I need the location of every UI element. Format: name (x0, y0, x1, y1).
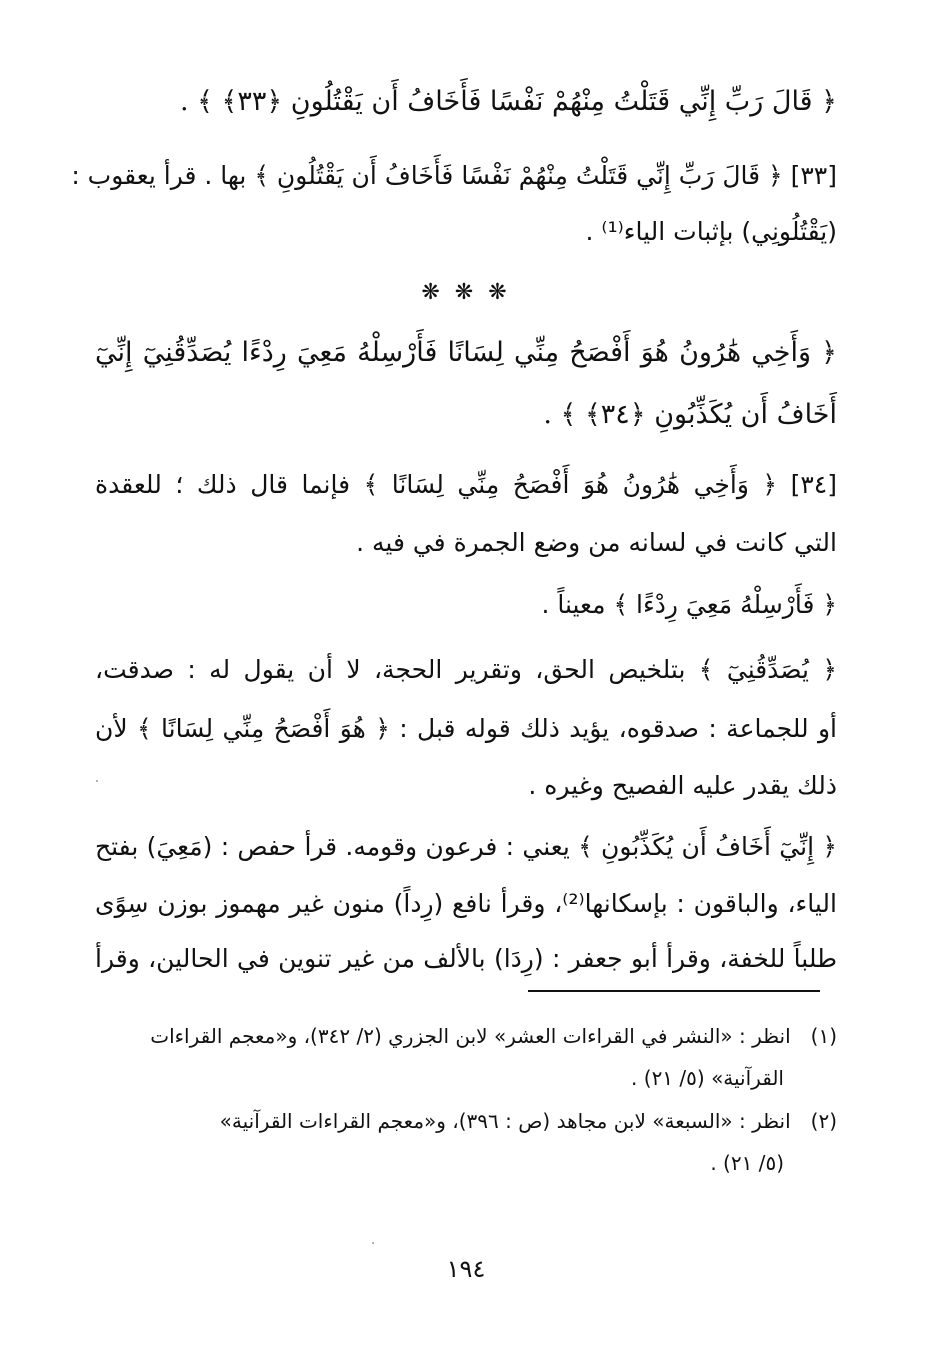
footnote-2-number: (٢) (810, 1109, 837, 1133)
page-number: ١٩٤ (446, 1255, 486, 1283)
footnote-2 (120, 1105, 837, 1137)
commentary-yusaddiquni-line-1: ﴿ يُصَدِّقُنِيٓ ﴾ بتلخيص الحق، وتقرير الحجة، لا أن يقول له : صدقت، (95, 655, 837, 684)
commentary-yusaddiquni-line-2: أو للجماعة : صدقوه، يؤيد ذلك قوله قبل : ﴿ هُوَ أَفْصَحُ مِنِّي لِسَانًا ﴾ لأن (95, 714, 837, 743)
commentary-qiraat-line-1: ﴿ إِنِّيٓ أَخَافُ أَن يُكَذِّبُونِ ﴾ يعني : فرعون وقومه. قرأ حفص : (مَعِيَ) بفتح (95, 832, 837, 861)
commentary-34-line-1: [٣٤] ﴿ وَأَخِي هَٰرُونُ هُوَ أَفْصَحُ مِنِّي لِسَانًا ﴾ فإنما قال ذلك ؛ للعقدة (95, 470, 837, 499)
footnote-1-continuation: القرآنية» (٥/ ٢١) . (631, 1066, 784, 1090)
footnote-1 (120, 1020, 837, 1052)
footnote-2-text: انظر : «السبعة» لابن مجاهد (ص : ٣٩٦)، و«معجم القراءات القرآنية» (219, 1109, 791, 1133)
footnote-2-continuation: (٥/ ٢١) . (710, 1151, 784, 1175)
commentary-qiraat-line-2: الياء، والباقون : بإسكانها⁽²⁾، وقرأ نافع (رِداً) منون غير مهموز بوزن سِوًى (95, 889, 837, 918)
verse-34-line-2: أَخَافُ أَن يُكَذِّبُونِ ﴿٣٤﴾ ﴾ . (543, 399, 837, 430)
commentary-33-line-1: [٣٣] ﴿ قَالَ رَبِّ إِنِّي قَتَلْتُ مِنْهُمْ نَفْسًا فَأَخَافُ أَن يَقْتُلُونِ ﴾ بها . قرأ يعقوب : (71, 161, 837, 190)
footnote-1-number: (١) (810, 1024, 837, 1048)
scan-speck (372, 1242, 374, 1244)
scan-speck (96, 780, 98, 782)
commentary-33-line-2: (يَقْتُلُونِي) بإثبات الياء⁽¹⁾ . (585, 217, 837, 246)
footnote-separator (528, 990, 820, 992)
commentary-irsal: ﴿ فَأَرْسِلْهُ مَعِيَ رِدْءًا ﴾ معيناً . (541, 590, 837, 619)
section-separator: ❋ ❋ ❋ (421, 280, 511, 305)
footnote-1-text: انظر : «النشر في القراءات العشر» لابن الجزري (٢/ ٣٤٢)، و«معجم القراءات (150, 1024, 791, 1048)
commentary-yusaddiquni-line-3: ذلك يقدر عليه الفصيح وغيره . (528, 771, 837, 800)
verse-33: ﴿ قَالَ رَبِّ إِنِّي قَتَلْتُ مِنْهُمْ نَفْسًا فَأَخَافُ أَن يَقْتُلُونِ ﴿٣٣﴾ ﴾ . (179, 86, 837, 117)
verse-34-line-1: ﴿ وَأَخِي هَٰرُونُ هُوَ أَفْصَحُ مِنِّي لِسَانًا فَأَرْسِلْهُ مَعِيَ رِدْءًا يُصَدِّقُنِيٓ إِنِّيٓ (95, 337, 837, 368)
commentary-qiraat-line-3: طلباً للخفة، وقرأ أبو جعفر : (رِدَا) بالألف من غير تنوين في الحالين، وقرأ (95, 944, 837, 973)
commentary-34-line-2: التي كانت في لسانه من وضع الجمرة في فيه . (356, 528, 837, 557)
